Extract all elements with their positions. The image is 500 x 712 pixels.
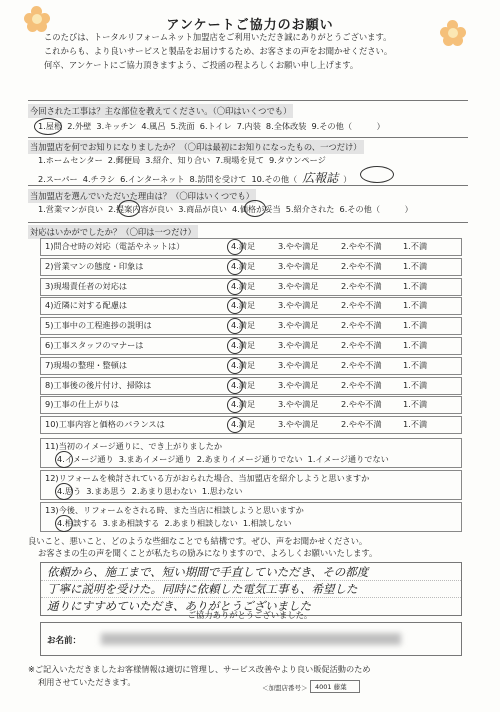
selected-circle	[55, 483, 73, 500]
rating-option[interactable]: 1.不満	[403, 379, 428, 390]
comment-line: 依頼から、施工まで、短い期間で手直していただき、その都度	[47, 565, 369, 579]
comment-box[interactable]	[40, 562, 462, 616]
q13-option[interactable]: 3.まあ相談する	[102, 518, 160, 528]
rating-option[interactable]: 1.不満	[403, 359, 428, 370]
q3-options	[38, 204, 418, 215]
q13-options	[57, 518, 297, 529]
q13-option[interactable]: 2.あまり相談しない	[164, 518, 238, 528]
q2-option[interactable]: 10.その他（	[251, 174, 298, 184]
q3-option[interactable]: 1.営業マンが良い	[38, 204, 104, 214]
row-label: 9)工事の仕上がりは	[45, 399, 119, 410]
rating-option[interactable]: 4.満足	[231, 419, 256, 430]
q1-heading: 今回された工事は？主な部位を教えてください。（〇印はいくつでも）	[30, 106, 292, 116]
row-label: 6)工事スタッフのマナーは	[45, 340, 144, 350]
satisfaction-row	[40, 238, 462, 256]
rating-option[interactable]: 2.やや不満	[341, 300, 382, 311]
q2-option[interactable]: 1.ホームセンター	[38, 155, 103, 165]
q2-option[interactable]: 8.訪問を受けて	[189, 174, 247, 184]
selected-circle	[227, 279, 243, 295]
q12-option[interactable]: 3.まあ思う	[86, 486, 127, 496]
selected-circle	[227, 239, 243, 255]
intro-line: これからも、より良いサービスと製品をお届けするため、お客さまの声をお聞かせください。	[44, 46, 393, 56]
row-label: 2)営業マンの態度・印象は	[45, 260, 144, 271]
row-label: 4)近隣に対する配慮は	[45, 300, 128, 311]
rating-option[interactable]: 1.不満	[403, 419, 428, 430]
intro-text	[44, 30, 424, 72]
q2-option[interactable]: 9.タウンページ	[269, 155, 326, 165]
q12-option[interactable]: 4.思う	[57, 486, 82, 496]
q2-option[interactable]: 6.インターネット	[120, 174, 185, 184]
divider	[28, 137, 468, 138]
footer-line: 利用させていただきます。	[38, 677, 136, 687]
q1-option[interactable]: 7.内装	[236, 121, 261, 131]
q1-option[interactable]: 5.洗面	[170, 121, 195, 131]
name-field[interactable]	[40, 622, 462, 656]
rating-option[interactable]: 2.やや不満	[341, 260, 382, 271]
q11-option[interactable]: 2.あまりイメージ通りでない	[196, 454, 303, 464]
rating-option[interactable]: 3.やや満足	[278, 241, 319, 251]
rating-option[interactable]: 2.やや不満	[341, 241, 382, 251]
satisfaction-row	[40, 258, 462, 276]
q1-option[interactable]: 2.外壁	[67, 121, 92, 131]
intro-line: このたびは、トータルリフォームネット加盟店をご利用いただき誠にありがとうございます。	[44, 32, 392, 42]
row-label: 1)問合せ時の対応（電話やネットは）	[45, 241, 185, 251]
row-label: 7)現場の整理・整頓は	[45, 359, 128, 370]
rating-option[interactable]: 2.やや不満	[341, 320, 382, 331]
q12-heading: 12)リフォームを検討されている方がおられた場合、当加盟店を紹介しようと思いますか	[45, 473, 370, 483]
q14-heading: 良いこと、悪いこと、どのような些細なことでも結構です。ぜひ、声をお聞かせください。	[28, 536, 368, 546]
q11-box	[40, 438, 462, 468]
rating-option[interactable]: 1.不満	[403, 320, 428, 331]
rating-option[interactable]: 2.やや不満	[341, 280, 382, 291]
divider	[28, 100, 468, 101]
q3-option[interactable]: 6.その他（ ）	[339, 204, 413, 214]
q11-option[interactable]: 4.イメージ通り	[57, 454, 114, 464]
q3-option[interactable]: 2.提案内容が良い	[108, 204, 174, 214]
selected-circle	[34, 118, 62, 135]
comment-line: 通りにすすめていただき、ありがとうございました	[47, 599, 312, 613]
rating-option[interactable]: 1.不満	[403, 399, 428, 410]
rating-option[interactable]: 2.やや不満	[341, 379, 382, 390]
selected-circle	[118, 200, 140, 217]
satisfaction-row	[40, 337, 462, 355]
rating-option[interactable]: 3.やや満足	[278, 320, 319, 331]
q13-option[interactable]: 4.相談する	[57, 518, 98, 528]
thanks-text: ご協力ありがとうございました。	[187, 610, 313, 620]
selected-circle	[227, 259, 243, 275]
rating-option[interactable]: 3.やや満足	[278, 359, 319, 370]
question-14	[28, 535, 377, 559]
rating-option[interactable]: 3.やや満足	[278, 260, 319, 271]
rating-option[interactable]: 4.満足	[231, 399, 256, 410]
name-label: お名前：	[47, 636, 82, 646]
handwritten-answer: 広報誌	[302, 171, 339, 185]
satisfaction-row	[40, 396, 462, 414]
store-code-label: ＜加盟店番号＞	[262, 684, 308, 692]
selected-circle	[227, 378, 243, 394]
q13-box	[40, 502, 462, 532]
selected-circle	[360, 166, 394, 183]
q12-option[interactable]: 1.思わない	[201, 486, 243, 496]
q2-option[interactable]: 7.現場を見て	[215, 155, 265, 165]
rating-option[interactable]: 4.満足	[231, 379, 256, 390]
rating-option[interactable]: 4.満足	[231, 260, 256, 271]
q11-heading: 11)当初のイメージ通りに、でき上がりましたか	[45, 441, 223, 451]
q11-option[interactable]: 1.イメージ通りでない	[307, 454, 389, 464]
selected-circle	[55, 515, 73, 532]
satisfaction-row	[40, 278, 462, 296]
rating-option[interactable]: 4.満足	[231, 280, 256, 291]
intro-line: 何卒、アンケートにご協力頂きますよう、ご投函の程よろしくお願い申し上げます。	[44, 60, 359, 70]
q1-option[interactable]: 3.キッチン	[96, 121, 137, 131]
q3-option[interactable]: 4.価格が妥当	[232, 204, 281, 214]
q13-option[interactable]: 1.相談しない	[242, 518, 292, 528]
selected-circle	[227, 298, 243, 314]
rating-option[interactable]: 2.やや不満	[341, 359, 382, 370]
q2-options-row1	[38, 155, 331, 166]
q11-options	[57, 454, 394, 465]
rating-option[interactable]: 1.不満	[403, 280, 428, 291]
selected-circle	[227, 358, 243, 374]
selected-circle	[227, 397, 243, 413]
divider	[28, 185, 468, 186]
footer-line: ※ご記入いただきましたお客様情報は適切に管理し、サービス改善やより良い販促活動のため	[28, 664, 371, 674]
satisfaction-row	[40, 297, 462, 315]
q1-option[interactable]: 9.その他（ ）	[311, 121, 385, 131]
divider	[28, 222, 468, 223]
question-4	[28, 225, 198, 239]
selected-circle	[227, 318, 243, 334]
rating-option[interactable]: 3.やや満足	[278, 300, 319, 311]
rating-option[interactable]: 3.やや満足	[278, 419, 319, 430]
q12-option[interactable]: 2.あまり思わない	[131, 486, 197, 496]
rating-option[interactable]: 2.やや不満	[341, 419, 382, 430]
rating-option[interactable]: 2.やや不満	[341, 340, 382, 350]
rating-option[interactable]: 3.やや満足	[278, 340, 319, 350]
rating-option[interactable]: 1.不満	[403, 260, 428, 271]
row-label: 8)工事後の後片付け、掃除は	[45, 379, 152, 390]
q14-subheading: お客さまの生の声を聞くことが私たちの励みになりますので、よろしくお願いいたします。	[38, 548, 378, 558]
q11-option[interactable]: 3.まあイメージ通り	[118, 454, 192, 464]
satisfaction-row	[40, 357, 462, 375]
q2-option[interactable]: 4.チラシ	[82, 174, 116, 184]
q12-options	[57, 486, 247, 497]
rating-option[interactable]: 4.満足	[231, 320, 256, 331]
redacted-name	[101, 633, 401, 645]
q1-option[interactable]: 6.トイレ	[199, 121, 232, 131]
q3-heading: 当加盟店を選んでいただいた理由は？（〇印はいくつでも）	[30, 191, 255, 201]
q3-option[interactable]: 5.紹介された	[285, 204, 335, 214]
page-title: アンケートご協力のお願い	[166, 18, 334, 33]
selected-circle	[227, 417, 243, 433]
q2-option[interactable]: 2.スーパー	[38, 174, 78, 184]
rating-option[interactable]: 1.不満	[403, 300, 428, 311]
row-label: 5)工事中の工程進捗の説明は	[45, 320, 152, 331]
question-2	[28, 140, 364, 154]
q2-options-row2: 2.スーパー 4.チラシ 6.インターネット 8.訪問を受けて 10.その他（ 広報誌 ）	[38, 171, 352, 185]
q2-heading: 当加盟店を何でお知りになりましたか？（〇印は最初にお知りになったもの、一つだけ）	[30, 142, 362, 152]
rating-option[interactable]: 1.不満	[403, 340, 428, 350]
comment-line: 丁寧に説明を受けた。同時に依頼した電気工事も、希望した	[47, 582, 358, 596]
rating-option[interactable]: 4.満足	[231, 241, 256, 251]
question-1	[28, 104, 293, 118]
q1-options	[38, 121, 390, 132]
rating-option[interactable]: 3.やや満足	[278, 280, 319, 291]
selected-circle	[55, 451, 73, 468]
rating-option[interactable]: 4.満足	[231, 300, 256, 311]
satisfaction-row	[40, 416, 462, 434]
question-3	[28, 189, 256, 203]
q2-option[interactable]: 2.郵便局	[107, 155, 141, 165]
rating-option[interactable]: 1.不満	[403, 241, 428, 251]
rating-option[interactable]: 3.やや満足	[278, 399, 319, 410]
q1-option[interactable]: 8.全体改装	[265, 121, 307, 131]
selected-circle	[244, 200, 266, 217]
q2-option[interactable]: 3.紹介、知り合い	[145, 155, 211, 165]
satisfaction-row	[40, 377, 462, 395]
q1-option[interactable]: 1.屋根	[38, 121, 63, 131]
q4-heading: 対応はいかがでしたか？（〇印は一つだけ）	[30, 227, 196, 237]
rating-option[interactable]: 4.満足	[231, 340, 256, 350]
q1-option[interactable]: 4.風呂	[141, 121, 166, 131]
rating-option[interactable]: 4.満足	[231, 359, 256, 370]
selected-circle	[227, 338, 243, 354]
row-label: 3)現場責任者の対応は	[45, 280, 128, 291]
rating-option[interactable]: 3.やや満足	[278, 379, 319, 390]
q3-option[interactable]: 3.商品が良い	[178, 204, 227, 214]
handwritten-comment	[47, 564, 368, 615]
q12-box	[40, 470, 462, 500]
rating-option[interactable]: 2.やや不満	[341, 399, 382, 410]
q13-heading: 13)今後、リフォームをされる時、また当店に相談しようと思いますか	[45, 505, 304, 515]
store-code-value: 4001 藤葉	[310, 680, 360, 693]
row-label: 10)工事内容と価格のバランスは	[45, 419, 165, 430]
satisfaction-row	[40, 317, 462, 335]
